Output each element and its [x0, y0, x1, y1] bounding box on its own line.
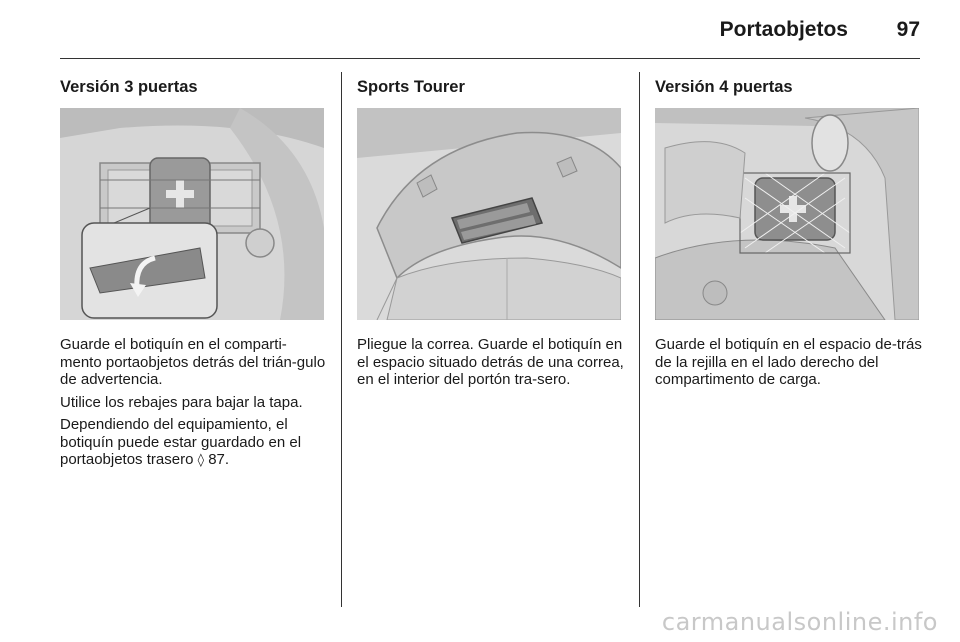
section-body: [655, 336, 923, 389]
paragraph: Pliegue la correa. Guarde el botiquín en el espacio situado detrás de una correa, en el interior del portón tra-sero.: [357, 336, 624, 388]
illustration-4-door-first-aid-kit: [655, 108, 919, 320]
section-4-door: [655, 70, 923, 394]
watermark: carmanualsonline.info: [661, 608, 938, 636]
column-divider: [639, 72, 640, 607]
paragraph: Guarde el botiquín en el espacio de-trás de la rejilla en el lado derecho del compartimento de carga.: [655, 336, 922, 388]
section-body: [60, 336, 328, 470]
paragraph: Guarde el botiquín en el comparti-mento portaobjetos detrás del trián-gulo de advertencia.: [60, 336, 326, 388]
page-reference-arrow-icon: ◊: [197, 453, 205, 468]
page-number: 97: [896, 18, 920, 41]
paragraph: [60, 416, 328, 470]
section-heading: Sports Tourer: [357, 78, 465, 96]
column-divider: [341, 72, 342, 607]
page-header: [60, 0, 920, 60]
paragraph: Utilice los rebajes para bajar la tapa.: [60, 393, 303, 411]
section-sports-tourer: [357, 70, 625, 394]
header-divider: [60, 58, 920, 59]
section-heading: Versión 3 puertas: [60, 78, 198, 96]
page-title: Portaobjetos: [719, 18, 848, 41]
section-3-door: [60, 70, 328, 475]
paragraph-text: Dependiendo del equipamiento, el botiquín puede estar guardado en el portaobjetos trasero: [60, 416, 302, 468]
illustration-sports-tourer-first-aid-kit: [357, 108, 621, 320]
illustration-3-door-first-aid-kit: [60, 108, 324, 320]
section-heading: Versión 4 puertas: [655, 78, 793, 96]
section-body: [357, 336, 625, 389]
page-reference-link[interactable]: 87.: [208, 451, 230, 468]
